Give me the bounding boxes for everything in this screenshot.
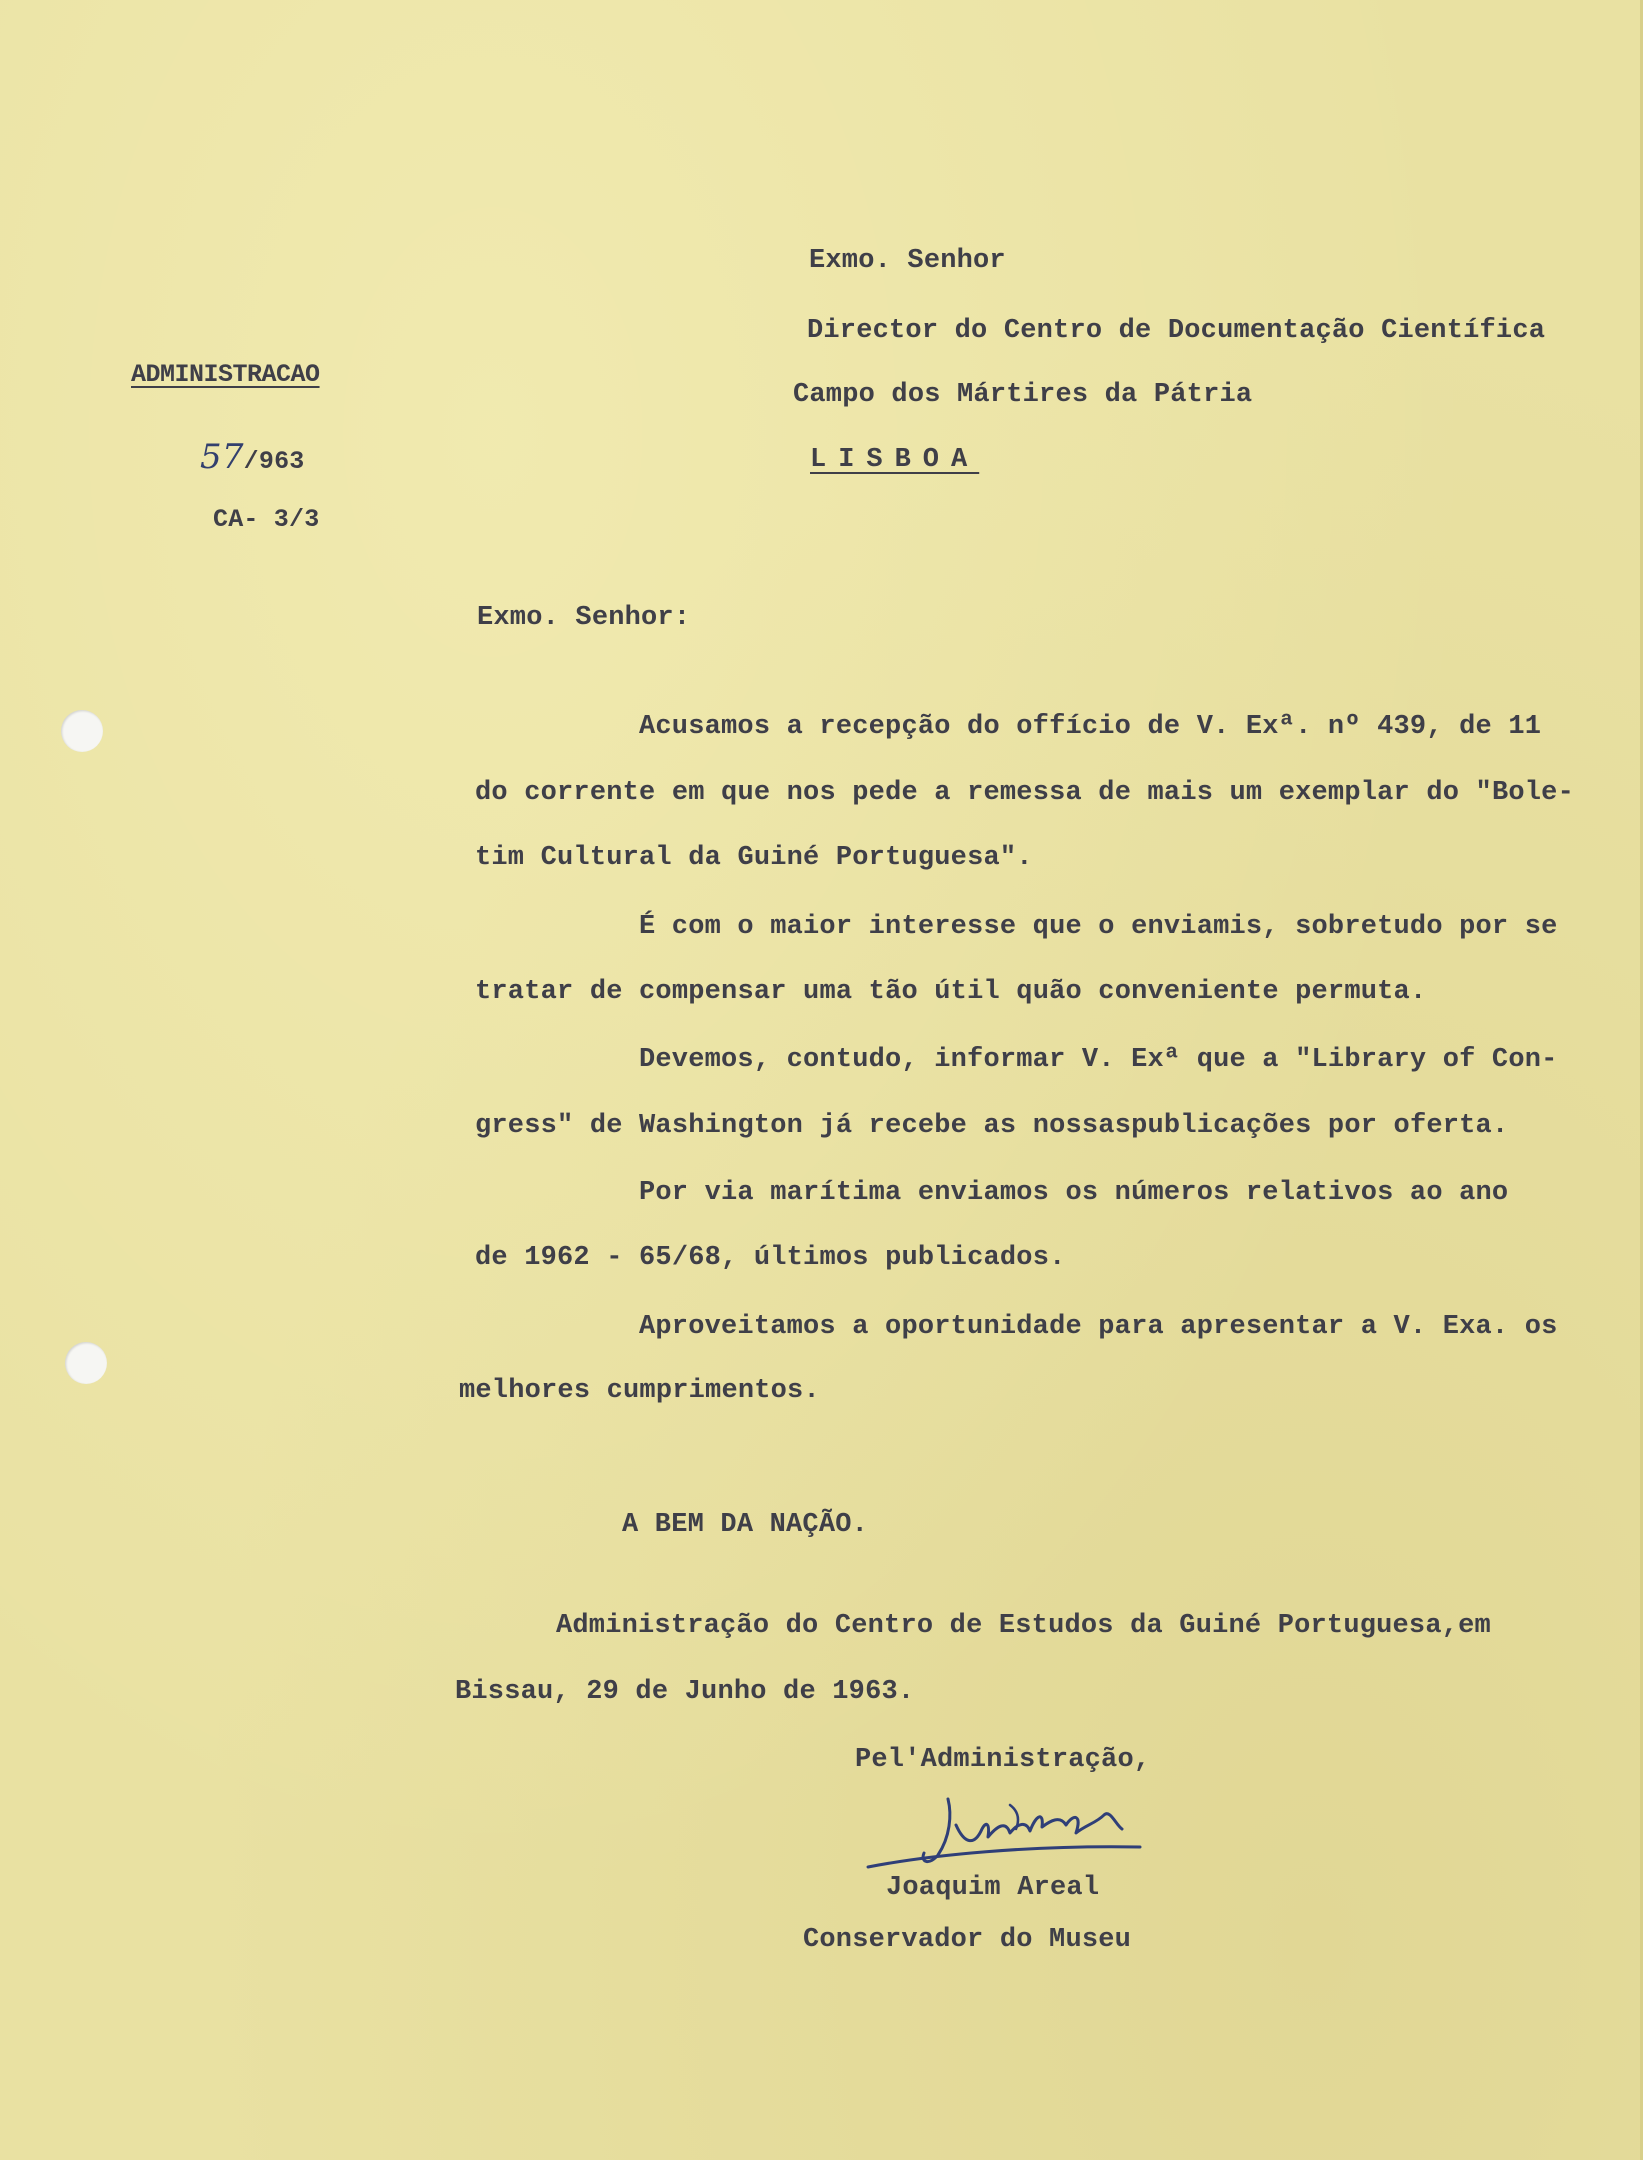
handwritten-ref: 57 <box>200 437 244 477</box>
signer-name: Joaquim Areal <box>886 1873 1100 1903</box>
body-line: Acusamos a recepção do offício de V. Exª. nº 439, de 11 <box>639 712 1542 742</box>
place-date-line: Bissau, 29 de Junho de 1963. <box>455 1677 915 1707</box>
signature-icon <box>860 1785 1150 1885</box>
addressee-line-1: Exmo. Senhor <box>809 246 1006 276</box>
admin-heading: ADMINISTRACAO <box>131 360 320 389</box>
body-line: Devemos, contudo, informar V. Exª que a "Library of Con- <box>639 1045 1558 1075</box>
body-line: melhores cumprimentos. <box>459 1376 820 1406</box>
punch-hole <box>65 1342 107 1384</box>
addressee-line-2: Director do Centro de Documentação Científica <box>807 316 1546 346</box>
addressee-line-3: Campo dos Mártires da Pátria <box>793 380 1253 410</box>
body-line: É com o maior interesse que o enviamis, sobretudo por se <box>639 912 1558 942</box>
body-line: de 1962 - 65/68, últimos publicados. <box>475 1243 1066 1273</box>
body-line: Aproveitamos a oportunidade para apresentar a V. Exa. os <box>639 1312 1558 1342</box>
punch-hole <box>61 710 103 752</box>
addressee-city: LISBOA <box>810 445 980 475</box>
body-line: tim Cultural da Guiné Portuguesa". <box>475 843 1033 873</box>
place-line-1: Administração do Centro de Estudos da Guiné Portuguesa,em <box>556 1611 1491 1641</box>
body-line: Por via marítima enviamos os números relativos ao ano <box>639 1178 1509 1208</box>
reference-number <box>200 437 304 477</box>
body-line: tratar de compensar uma tão útil quão conveniente permuta. <box>475 977 1427 1007</box>
body-line: do corrente em que nos pede a remessa de mais um exemplar do "Bole- <box>475 778 1574 808</box>
body-line: gress" de Washington já recebe as nossaspublicações por oferta. <box>475 1111 1509 1141</box>
signer-title: Conservador do Museu <box>803 1925 1132 1955</box>
salutation: Exmo. Senhor: <box>477 603 691 633</box>
motto: A BEM DA NAÇÃO. <box>622 1510 869 1540</box>
ref-year: /963 <box>243 447 305 476</box>
pel-administracao: Pel'Administração, <box>855 1745 1151 1775</box>
archive-code: CA- 3/3 <box>213 505 320 534</box>
